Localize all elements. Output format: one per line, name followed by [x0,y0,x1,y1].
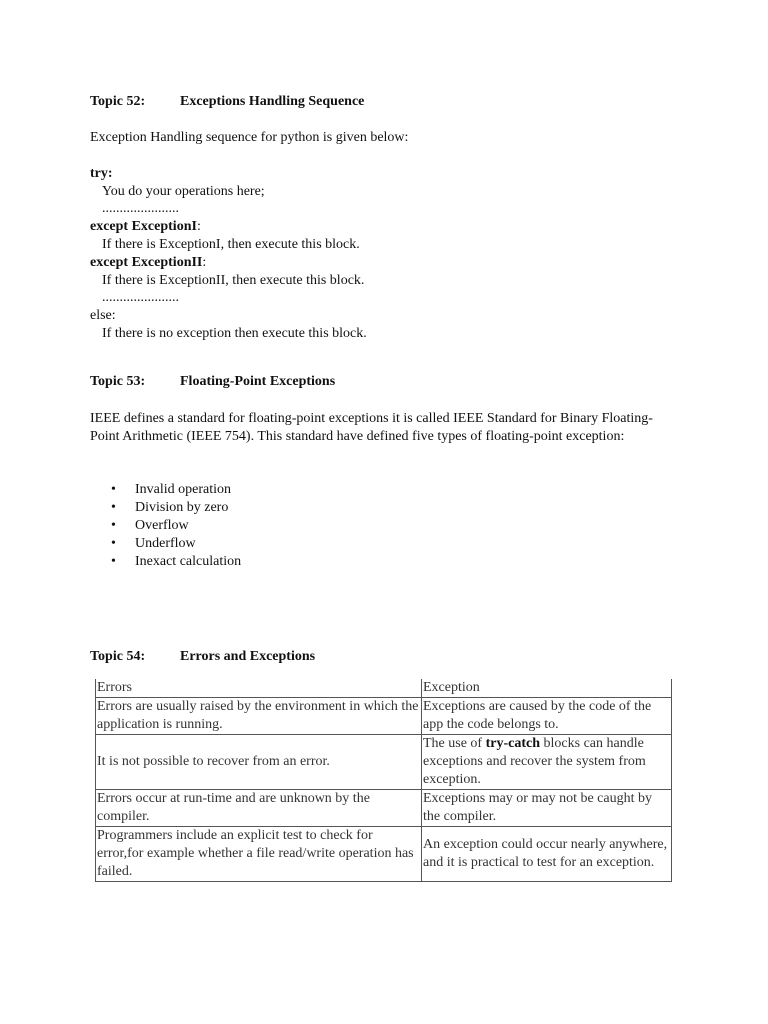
errors-vs-exceptions-table [95,679,672,882]
list-item: • Invalid operation [111,482,232,497]
code-except2-keyword: except ExceptionII [90,255,203,270]
code-try-body: You do your operations here; [102,184,265,199]
code-except1-colon: : [196,219,201,234]
error-cell: Errors are usually raised by the environment in which the application is running. [96,698,422,735]
topic-54-number: Topic 54: [90,649,146,664]
code-except2-body: If there is ExceptionII, then execute this block. [102,273,365,288]
topic-52-intro: Exception Handling sequence for python is given below: [90,130,409,145]
bullet-icon: • [111,536,116,551]
table-row [96,790,672,827]
exception-cell: Exceptions are caused by the code of the app the code belongs to. [422,698,672,735]
topic-52-heading [90,93,364,111]
topic-53-title: Floating-Point Exceptions [180,374,336,389]
error-cell: Programmers include an explicit test to check for error,for example whether a file read/write operation has failed. [96,827,422,882]
list-item: • Division by zero [111,500,229,515]
table-header-row [96,679,672,698]
header-errors: Errors [96,679,422,698]
code-except2-line [90,254,206,272]
bullet-icon: • [111,518,116,533]
header-exception: Exception [422,679,672,698]
topic-54-heading [90,648,315,666]
code-except1-body: If there is ExceptionI, then execute this block. [102,237,360,252]
code-dots-1: ...................... [102,201,179,216]
exception-cell: Exceptions may or may not be caught by the compiler. [422,790,672,827]
code-except1-keyword: except ExceptionI [90,219,197,234]
topic-53-paragraph: IEEE defines a standard for floating-point exceptions it is called IEEE Standard for Binary Floating-Point Arithmetic (IEEE 754). This standard have defined five types of floating-point exception: [90,411,653,444]
topic-54-title: Errors and Exceptions [180,649,316,664]
error-cell: Errors occur at run-time and are unknown by the compiler. [96,790,422,827]
bullet-icon: • [111,500,116,515]
code-dots-2: ...................... [102,290,179,305]
list-item: • Inexact calculation [111,554,242,569]
code-except1-line [90,218,201,236]
code-else-body: If there is no exception then execute this block. [102,326,367,341]
topic-52-number: Topic 52: [90,94,146,109]
table-row [96,827,672,882]
exception-cell: The use of try-catch blocks can handle exceptions and recover the system from exception. [422,735,672,790]
code-else-keyword: else: [90,308,116,323]
error-cell: It is not possible to recover from an error. [96,735,422,790]
try-catch-keyword: try-catch [485,736,541,751]
code-try-keyword: try: [90,166,113,181]
bullet-icon: • [111,554,116,569]
topic-53-heading [90,373,335,391]
exception-types-list [90,481,241,571]
topic-53-number: Topic 53: [90,374,146,389]
list-item: • Underflow [111,536,196,551]
exception-cell: An exception could occur nearly anywhere, and it is practical to test for an exception. [422,827,672,882]
topic-52-title: Exceptions Handling Sequence [180,94,365,109]
code-except2-colon: : [202,255,207,270]
table-row [96,735,672,790]
list-item: • Overflow [111,518,189,533]
bullet-icon: • [111,482,116,497]
table-row [96,698,672,735]
